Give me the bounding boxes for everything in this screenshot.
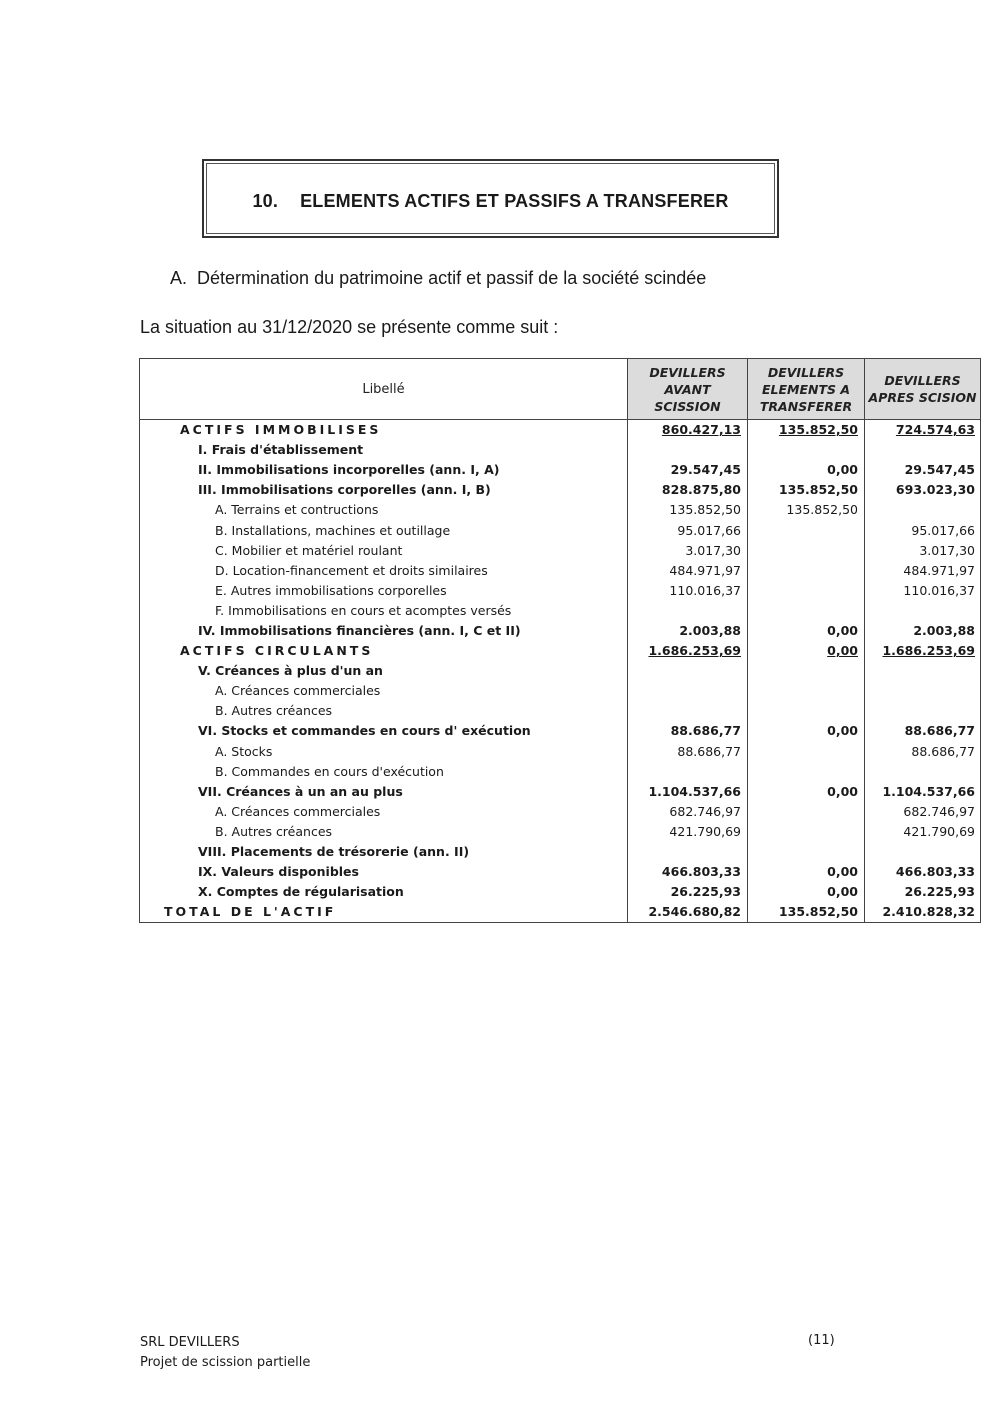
footer-document: Projet de scission partielle [140,1355,311,1370]
table-row [140,480,981,500]
row-value-after [865,681,981,701]
row-value-after: 682.746,97 [865,802,981,822]
table-row [140,641,981,661]
row-value-before: 110.016,37 [628,581,748,601]
row-value-before [628,681,748,701]
row-value-before: 828.875,80 [628,480,748,500]
row-value-after: 29.547,45 [865,460,981,480]
subsection-title-text: Détermination du patrimoine actif et passif de la société scindée [197,268,707,288]
row-value-transfer: 135.852,50 [748,420,865,441]
table-row [140,460,981,480]
section-title [204,191,777,212]
table-row [140,782,981,802]
row-value-after [865,601,981,621]
row-value-before: 466.803,33 [628,862,748,882]
table-row [140,420,981,441]
row-value-before: 682.746,97 [628,802,748,822]
table-row [140,822,981,842]
row-label: B. Installations, machines et outillage [140,520,628,540]
table-row [140,721,981,741]
row-value-before: 1.686.253,69 [628,641,748,661]
row-value-transfer [748,661,865,681]
subsection-letter: A. [170,268,188,288]
table-row [140,681,981,701]
page-number: (11) [808,1333,835,1348]
row-value-before: 88.686,77 [628,721,748,741]
row-value-before [628,440,748,460]
row-value-transfer: 0,00 [748,721,865,741]
subsection-title [170,268,706,289]
row-label: VIII. Placements de trésorerie (ann. II) [140,842,628,862]
row-value-after [865,500,981,520]
row-label: A. Créances commerciales [140,802,628,822]
row-value-transfer [748,561,865,581]
row-value-after: 88.686,77 [865,721,981,741]
row-value-transfer: 0,00 [748,641,865,661]
row-value-transfer [748,762,865,782]
table-row [140,520,981,540]
row-value-after [865,842,981,862]
table-row [140,661,981,681]
table-row [140,621,981,641]
row-value-before: 29.547,45 [628,460,748,480]
row-value-after [865,440,981,460]
row-label: VII. Créances à un an au plus [140,782,628,802]
row-value-after: 421.790,69 [865,822,981,842]
row-value-transfer [748,842,865,862]
row-label: IX. Valeurs disponibles [140,862,628,882]
row-value-transfer [748,541,865,561]
row-value-transfer [748,742,865,762]
row-value-before [628,701,748,721]
row-value-before: 2.003,88 [628,621,748,641]
row-value-transfer: 0,00 [748,862,865,882]
row-value-before [628,762,748,782]
row-label: E. Autres immobilisations corporelles [140,581,628,601]
table-row [140,882,981,902]
row-label: TOTAL DE L'ACTIF [140,902,628,923]
row-value-after: 1.104.537,66 [865,782,981,802]
row-value-after: 110.016,37 [865,581,981,601]
table-row [140,802,981,822]
row-label: C. Mobilier et matériel roulant [140,541,628,561]
row-value-transfer: 0,00 [748,782,865,802]
table-row [140,541,981,561]
row-value-after: 2.410.828,32 [865,902,981,923]
row-value-before: 95.017,66 [628,520,748,540]
row-value-before [628,842,748,862]
row-label: A. Terrains et contructions [140,500,628,520]
row-label: IV. Immobilisations financières (ann. I, C et II) [140,621,628,641]
header-after-scission: DEVILLERS APRES SCISION [865,359,981,420]
row-label: B. Autres créances [140,701,628,721]
table-body [140,420,981,923]
table-row [140,500,981,520]
row-label: B. Commandes en cours d'exécution [140,762,628,782]
row-value-before: 421.790,69 [628,822,748,842]
header-elements-to-transfer: DEVILLERS ELEMENTS A TRANSFERER [748,359,865,420]
section-title-text: ELEMENTS ACTIFS ET PASSIFS A TRANSFERER [300,191,729,211]
row-label: ACTIFS IMMOBILISES [140,420,628,441]
table-row [140,561,981,581]
row-value-transfer: 0,00 [748,621,865,641]
table-row [140,762,981,782]
row-value-transfer: 0,00 [748,460,865,480]
row-value-transfer [748,701,865,721]
balance-table [139,358,981,923]
header-before-scission: DEVILLERS AVANT SCISSION [628,359,748,420]
header-label: Libellé [140,359,628,420]
row-label: II. Immobilisations incorporelles (ann. I, A) [140,460,628,480]
row-value-before: 88.686,77 [628,742,748,762]
row-value-after [865,701,981,721]
row-label: X. Comptes de régularisation [140,882,628,902]
row-value-after [865,762,981,782]
row-value-after: 484.971,97 [865,561,981,581]
row-label: III. Immobilisations corporelles (ann. I, B) [140,480,628,500]
table-row [140,601,981,621]
table-row [140,902,981,923]
row-value-transfer [748,581,865,601]
table-row [140,701,981,721]
row-value-after [865,661,981,681]
row-value-before [628,601,748,621]
row-label: F. Immobilisations en cours et acomptes versés [140,601,628,621]
row-label: A. Créances commerciales [140,681,628,701]
row-value-before: 2.546.680,82 [628,902,748,923]
row-value-transfer: 135.852,50 [748,500,865,520]
row-value-transfer: 0,00 [748,882,865,902]
row-value-transfer [748,440,865,460]
row-label: VI. Stocks et commandes en cours d' exécution [140,721,628,741]
table-row [140,440,981,460]
table-row [140,581,981,601]
row-value-transfer [748,520,865,540]
section-number: 10. [252,191,279,211]
row-value-after: 95.017,66 [865,520,981,540]
intro-text: La situation au 31/12/2020 se présente comme suit : [140,317,559,337]
row-value-before: 860.427,13 [628,420,748,441]
row-label: D. Location-financement et droits similaires [140,561,628,581]
row-value-transfer [748,681,865,701]
row-value-after: 26.225,93 [865,882,981,902]
row-value-before: 1.104.537,66 [628,782,748,802]
row-value-after: 466.803,33 [865,862,981,882]
row-value-after: 2.003,88 [865,621,981,641]
row-label: ACTIFS CIRCULANTS [140,641,628,661]
row-value-after: 724.574,63 [865,420,981,441]
row-value-transfer [748,822,865,842]
row-value-before: 135.852,50 [628,500,748,520]
row-label: B. Autres créances [140,822,628,842]
footer [140,1333,310,1373]
row-value-transfer: 135.852,50 [748,480,865,500]
table-header-row [140,359,981,420]
table-row [140,842,981,862]
table-row [140,742,981,762]
row-value-before: 3.017,30 [628,541,748,561]
row-value-transfer [748,802,865,822]
row-value-after: 3.017,30 [865,541,981,561]
row-value-after: 1.686.253,69 [865,641,981,661]
row-label: I. Frais d'établissement [140,440,628,460]
table-row [140,862,981,882]
row-label: A. Stocks [140,742,628,762]
row-label: V. Créances à plus d'un an [140,661,628,681]
row-value-transfer [748,601,865,621]
section-title-box [202,159,779,238]
row-value-before: 484.971,97 [628,561,748,581]
row-value-before [628,661,748,681]
row-value-before: 26.225,93 [628,882,748,902]
row-value-transfer: 135.852,50 [748,902,865,923]
row-value-after: 88.686,77 [865,742,981,762]
row-value-after: 693.023,30 [865,480,981,500]
footer-company: SRL DEVILLERS [140,1335,240,1350]
